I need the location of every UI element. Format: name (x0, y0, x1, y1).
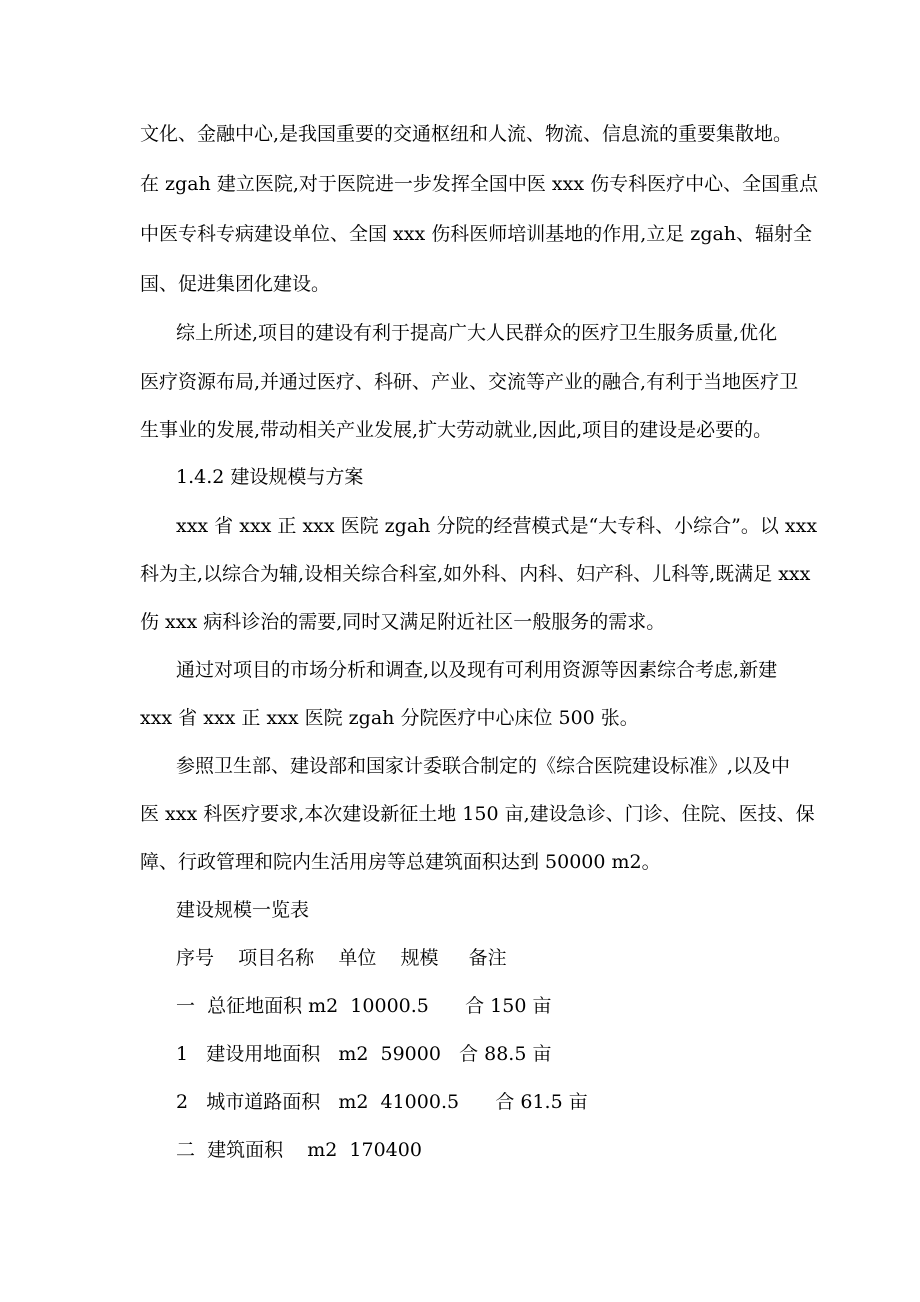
paragraph5-line-3: 障、行政管理和院内生活用房等总建筑面积达到 50000 m2。 (140, 851, 661, 873)
paragraph2-line-3: 生事业的发展,带动相关产业发展,扩大劳动就业,因此,项目的建设是必要的。 (140, 419, 773, 441)
paragraph4-line-2: xxx 省 xxx 正 xxx 医院 zgah 分院医疗中心床位 500 张。 (140, 707, 639, 729)
table-row: 1 建设用地面积 m2 59000 合 88.5 亩 (176, 1043, 552, 1065)
paragraph4-line-1: 通过对项目的市场分析和调查,以及现有可利用资源等因素综合考虑,新建 (176, 659, 778, 681)
table-row: 一 总征地面积 m2 10000.5 合 150 亩 (176, 995, 552, 1017)
paragraph3-line-1: xxx 省 xxx 正 xxx 医院 zgah 分院的经营模式是“大专科、小综合”。以 xxx (176, 515, 818, 537)
paragraph2-line-1: 综上所述,项目的建设有利于提高广大人民群众的医疗卫生服务质量,优化 (176, 322, 778, 344)
paragraph1-line-2: 在 zgah 建立医院,对于医院进一步发挥全国中医 xxx 伤专科医疗中心、全国重点 (140, 173, 819, 195)
paragraph3-line-3: 伤 xxx 病科诊治的需要,同时又满足附近社区一般服务的需求。 (140, 611, 666, 633)
paragraph5-line-1: 参照卫生部、建设部和国家计委联合制定的《综合医院建设标准》,以及中 (176, 755, 791, 777)
table-title: 建设规模一览表 (176, 899, 310, 921)
paragraph1-line-3: 中医专科专病建设单位、全国 xxx 伤科医师培训基地的作用,立足 zgah、辐射全 (140, 223, 813, 245)
paragraph2-line-2: 医疗资源布局,并通过医疗、科研、产业、交流等产业的融合,有利于当地医疗卫 (140, 371, 799, 393)
paragraph3-line-2: 科为主,以综合为辅,设相关综合科室,如外科、内科、妇产科、儿科等,既满足 xxx (140, 563, 811, 585)
paragraph5-line-2: 医 xxx 科医疗要求,本次建设新征土地 150 亩,建设急诊、门诊、住院、医技、保 (140, 803, 815, 825)
paragraph1-line-4: 国、促进集团化建设。 (140, 273, 331, 295)
table-row: 2 城市道路面积 m2 41000.5 合 61.5 亩 (176, 1091, 588, 1113)
section-heading: 1.4.2 建设规模与方案 (176, 466, 364, 488)
paragraph1-line-1: 文化、金融中心,是我国重要的交通枢纽和人流、物流、信息流的重要集散地。 (140, 123, 793, 145)
table-row: 二 建筑面积 m2 170400 (176, 1139, 422, 1161)
table-header: 序号 项目名称 单位 规模 备注 (176, 947, 507, 969)
